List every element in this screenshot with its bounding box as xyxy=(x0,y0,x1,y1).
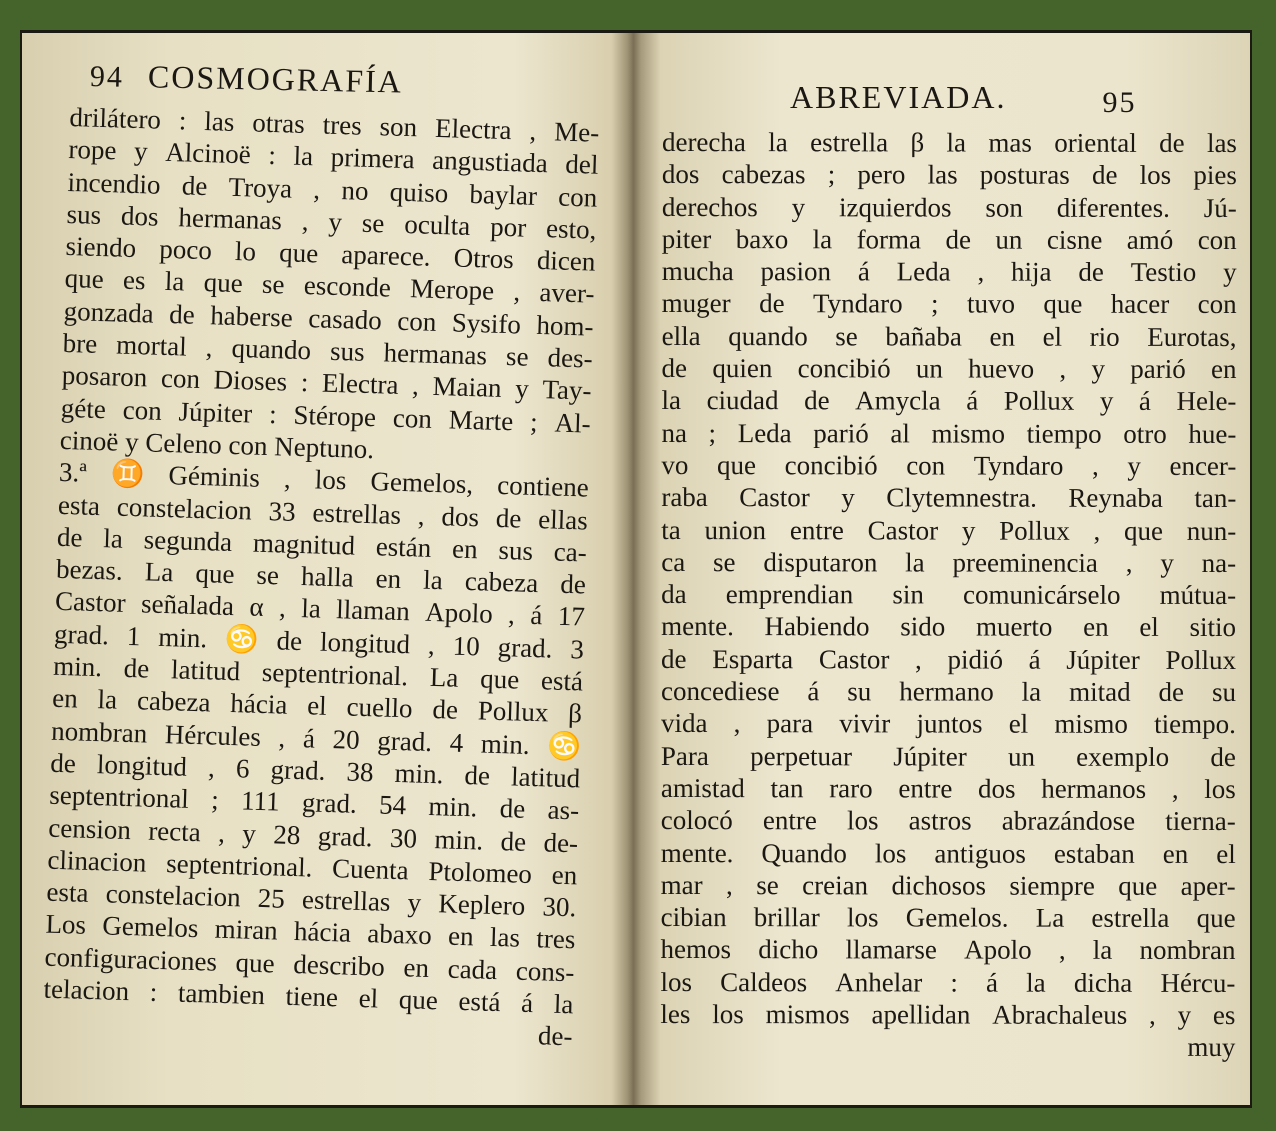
text-line: de Esparta Castor , pidió á Júpiter Pollux xyxy=(661,643,1237,675)
text-line: posaron con Dioses : Electra , Maian y Tay- xyxy=(61,360,592,406)
text-line: clinacion septentrional. Cuenta Ptolomeo en xyxy=(47,844,578,891)
text-line: nombran Hércules , á 20 grad. 4 min. ♋ xyxy=(50,715,582,762)
left-running-head xyxy=(90,57,404,101)
text-line: amistad tan raro entre dos hermanos , los xyxy=(660,772,1236,804)
text-line: 3.ª ♊ Géminis , los Gemelos, contiene xyxy=(58,457,590,503)
text-line: derecha la estrella β la mas oriental de las xyxy=(661,127,1237,159)
right-page-text xyxy=(660,126,1237,1064)
text-line: cension recta , y 28 grad. 30 min. de de- xyxy=(48,812,579,858)
text-line: telacion : tambien tiene el que está á la xyxy=(43,973,574,1020)
text-line: les los mismos apellidan Abrachaleus , y es xyxy=(660,999,1236,1031)
text-line: cinoë y Celeno con Neptuno. xyxy=(59,424,375,465)
text-line: la ciudad de Amycla á Pollux y á Hele- xyxy=(661,385,1237,417)
text-line: muger de Tyndaro ; tuvo que hacer con xyxy=(661,288,1237,320)
left-head-title: COSMOGRAFÍA xyxy=(147,58,404,100)
text-line: esta constelacion 25 estrellas y Keplero 30. xyxy=(46,876,577,923)
left-page-text xyxy=(42,101,600,1053)
text-line: hemos dicho llamarse Apolo , la nombran xyxy=(660,934,1236,966)
text-line: septentrional ; 111 grad. 54 min. de as- xyxy=(48,779,580,826)
text-line: mente. Quando los antiguos estaban en el xyxy=(660,837,1236,869)
right-page xyxy=(632,33,1250,1105)
book-spread xyxy=(22,33,1250,1105)
text-line: colocó entre los astros abrazándose tierna- xyxy=(660,805,1236,837)
text-line: concediese á su hermano la mitad de su xyxy=(660,676,1237,708)
text-line: gonzada de haberse casado con Sysifo hom- xyxy=(63,295,594,342)
catchword: muy xyxy=(1187,1032,1236,1063)
text-line: piter baxo la forma de un cisne amó con xyxy=(661,223,1237,255)
text-line: rope y Alcinoë : la primera angustiada del xyxy=(68,134,599,180)
text-line: incendio de Troya , no quiso baylar con xyxy=(67,166,598,213)
text-line: en la cabeza hácia el cuello de Pollux β xyxy=(51,683,583,729)
text-line: raba Castor y Clytemnestra. Reynaba tan- xyxy=(661,482,1237,514)
text-line: Castor señalada α , la llaman Apolo , á 17 xyxy=(54,586,586,632)
text-line: na ; Leda parió al mismo tiempo otro hue- xyxy=(661,417,1237,449)
text-line: de la segunda magnitud están en sus ca- xyxy=(56,521,588,568)
text-line: Los Gemelos miran hácia abaxo en las tres xyxy=(45,909,576,955)
left-page-number: 94 xyxy=(89,60,125,94)
text-line: da emprendian sin comunicárselo mútua- xyxy=(661,579,1237,611)
text-line: de quien concibió un huevo , y parió en xyxy=(661,353,1237,385)
text-line: que es la que se esconde Merope , aver- xyxy=(64,263,595,310)
text-line: bezas. La que se halla en la cabeza de xyxy=(55,553,587,600)
text-line: mente. Habiendo sido muerto en el sitio xyxy=(661,611,1237,643)
text-line: de longitud , 6 grad. 38 min. de latitud xyxy=(49,747,581,794)
right-page-number: 95 xyxy=(1102,86,1137,119)
text-line: sus dos hermanas , y se oculta por esto, xyxy=(66,198,597,245)
text-line: dos cabezas ; pero las posturas de los pies xyxy=(661,159,1237,191)
text-line: grad. 1 min. ♋ de longitud , 10 grad. 3 xyxy=(53,618,585,665)
text-line: géte con Júpiter : Stérope con Marte ; Al- xyxy=(60,392,592,439)
text-line: mar , se creian dichosos siempre que aper- xyxy=(660,869,1236,901)
text-line: derechos y izquierdos son diferentes. Jú- xyxy=(661,191,1237,223)
text-line: esta constelacion 33 estrellas , dos de ellas xyxy=(57,489,589,536)
right-running-head xyxy=(790,79,1137,119)
text-line: ta union entre Castor y Pollux , que nun- xyxy=(661,514,1237,546)
text-line: configuraciones que describo en cada cons- xyxy=(44,941,575,988)
text-line: vida , para vivir juntos el mismo tiempo. xyxy=(660,708,1236,740)
text-line: min. de latitud septentrional. La que está xyxy=(52,650,584,697)
text-line: vo que concibió con Tyndaro , y encer- xyxy=(661,449,1237,481)
text-line: ella quando se bañaba en el rio Eurotas, xyxy=(661,320,1237,352)
text-line: los Caldeos Anhelar : á la dicha Hércu- xyxy=(660,966,1236,998)
text-line: Para perpetuar Júpiter un exemplo de xyxy=(660,740,1236,772)
text-line: ca se disputaron la preeminencia , y na- xyxy=(661,546,1237,578)
right-head-title: ABREVIADA. xyxy=(790,79,1007,115)
text-line: siendo poco lo que aparece. Otros dicen xyxy=(65,231,596,277)
catchword: de- xyxy=(537,1020,573,1052)
text-line: mucha pasion á Leda , hija de Testio y xyxy=(661,256,1237,288)
left-page xyxy=(22,33,622,1105)
text-line: bre mortal , quando sus hermanas se des- xyxy=(62,327,594,374)
text-line: cibian brillar los Gemelos. La estrella que xyxy=(660,902,1236,934)
text-line: drilátero : las otras tres son Electra , Me- xyxy=(69,101,600,148)
